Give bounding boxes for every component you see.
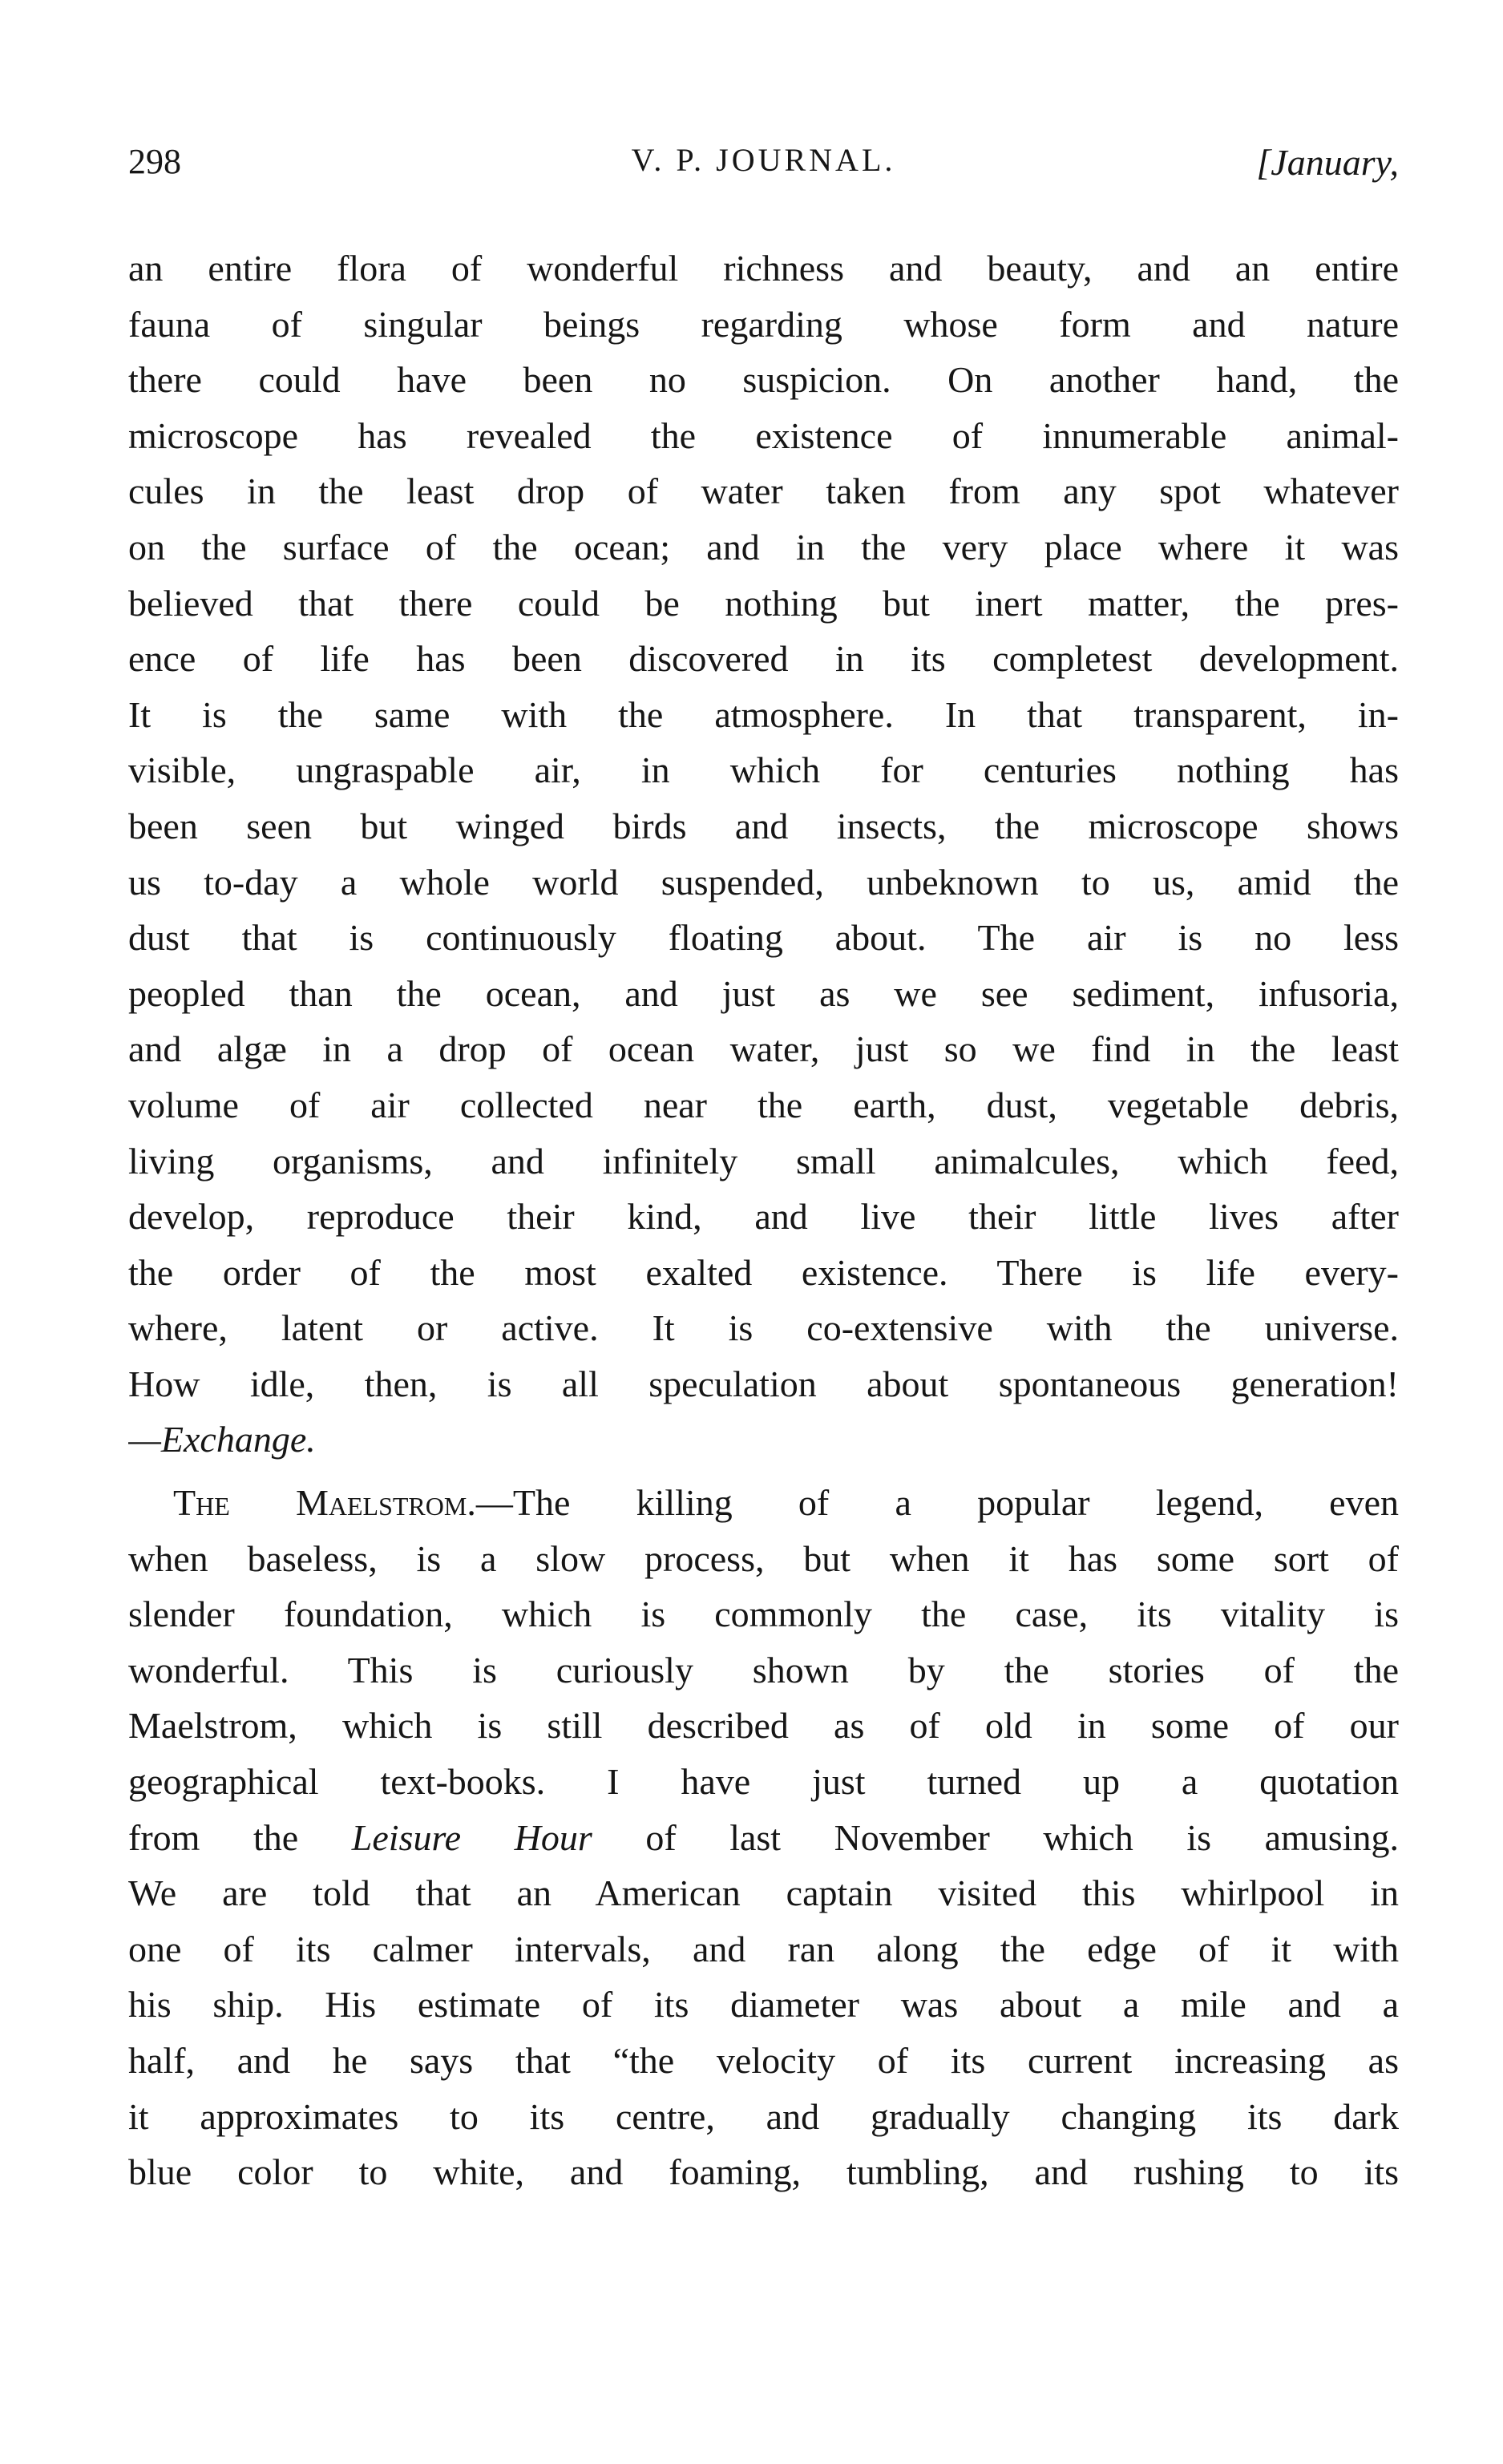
- text-line: his ship. His estimate of its diameter was about a mile and a: [128, 1984, 1399, 2026]
- periodical-title: Leisure Hour: [351, 1816, 592, 1858]
- text-line: and algæ in a drop of ocean water, just so we find in the least: [128, 1028, 1399, 1070]
- text-line: us to-day a whole world suspended, unbeknown to us, amid the: [128, 861, 1399, 903]
- text-line: it approximates to its centre, and gradually changing its dark: [128, 2095, 1399, 2137]
- article-maelstrom: [128, 1475, 1399, 2200]
- text-line: microscope has revealed the existence of innumerable animal-: [128, 414, 1399, 456]
- text-line: [128, 1810, 1399, 1866]
- text-line: fauna of singular beings regarding whose form and nature: [128, 303, 1399, 345]
- text-line: on the surface of the ocean; and in the very place where it was: [128, 526, 1399, 568]
- text-line: where, latent or active. It is co-extensive with the universe.: [128, 1307, 1399, 1349]
- text-line: geographical text-books. I have just turned up a quotation: [128, 1760, 1399, 1802]
- article-opening-line: [128, 1475, 1399, 1531]
- text-line: dust that is continuously floating about. The air is no less: [128, 917, 1399, 959]
- text-fragment: of last November which is amusing.: [592, 1816, 1399, 1858]
- text-line: It is the same with the atmosphere. In that transparent, in-: [128, 693, 1399, 735]
- text-line: been seen but winged birds and insects, the microscope shows: [128, 805, 1399, 846]
- text-line: develop, reproduce their kind, and live their little lives after: [128, 1196, 1399, 1238]
- text-line: Maelstrom, which is still described as of old in some of our: [128, 1705, 1399, 1747]
- text-line: visible, ungraspable air, in which for centuries nothing has: [128, 749, 1399, 791]
- text-line: the order of the most exalted existence. There is life every-: [128, 1251, 1399, 1293]
- text-line: when baseless, is a slow process, but when it has some sort of: [128, 1537, 1399, 1579]
- text-line: ence of life has been discovered in its completest development.: [128, 638, 1399, 680]
- running-head-month: [January,: [1256, 142, 1399, 183]
- text-fragment: from the: [128, 1816, 352, 1858]
- article-title: The Maelstrom.: [173, 1482, 476, 1523]
- text-line: slender foundation, which is commonly the case, its vitality is: [128, 1594, 1399, 1635]
- text-line: wonderful. This is curiously shown by the stories of the: [128, 1649, 1399, 1690]
- text-line: there could have been no suspicion. On another hand, the: [128, 359, 1399, 401]
- text-line: an entire flora of wonderful richness and beauty, and an entire: [128, 248, 1399, 289]
- text-line: half, and he says that “the velocity of its current increasing as: [128, 2039, 1399, 2081]
- source-signature: —Exchange.: [128, 1419, 316, 1460]
- text-line: peopled than the ocean, and just as we see sediment, infusoria,: [128, 972, 1399, 1014]
- text-line: living organisms, and infinitely small animalcules, which feed,: [128, 1140, 1399, 1182]
- opening-line-text: —The killing of a popular legend, even: [475, 1482, 1399, 1523]
- text-line: cules in the least drop of water taken from any spot whatever: [128, 471, 1399, 512]
- page-number: 298: [128, 142, 181, 181]
- text-line: blue color to white, and foaming, tumbling, and rushing to its: [128, 2151, 1399, 2193]
- journal-title: V. P. JOURNAL.: [631, 142, 896, 178]
- text-line: one of its calmer intervals, and ran along the edge of it with: [128, 1928, 1399, 1969]
- text-line: volume of air collected near the earth, dust, vegetable debris,: [128, 1084, 1399, 1125]
- text-line: We are told that an American captain visited this whirlpool in: [128, 1872, 1399, 1914]
- text-line: How idle, then, is all speculation about spontaneous generation!: [128, 1363, 1399, 1404]
- running-head: [128, 141, 1399, 189]
- article-microscopic-life: [128, 240, 1399, 1468]
- text-line: believed that there could be nothing but inert matter, the pres-: [128, 582, 1399, 624]
